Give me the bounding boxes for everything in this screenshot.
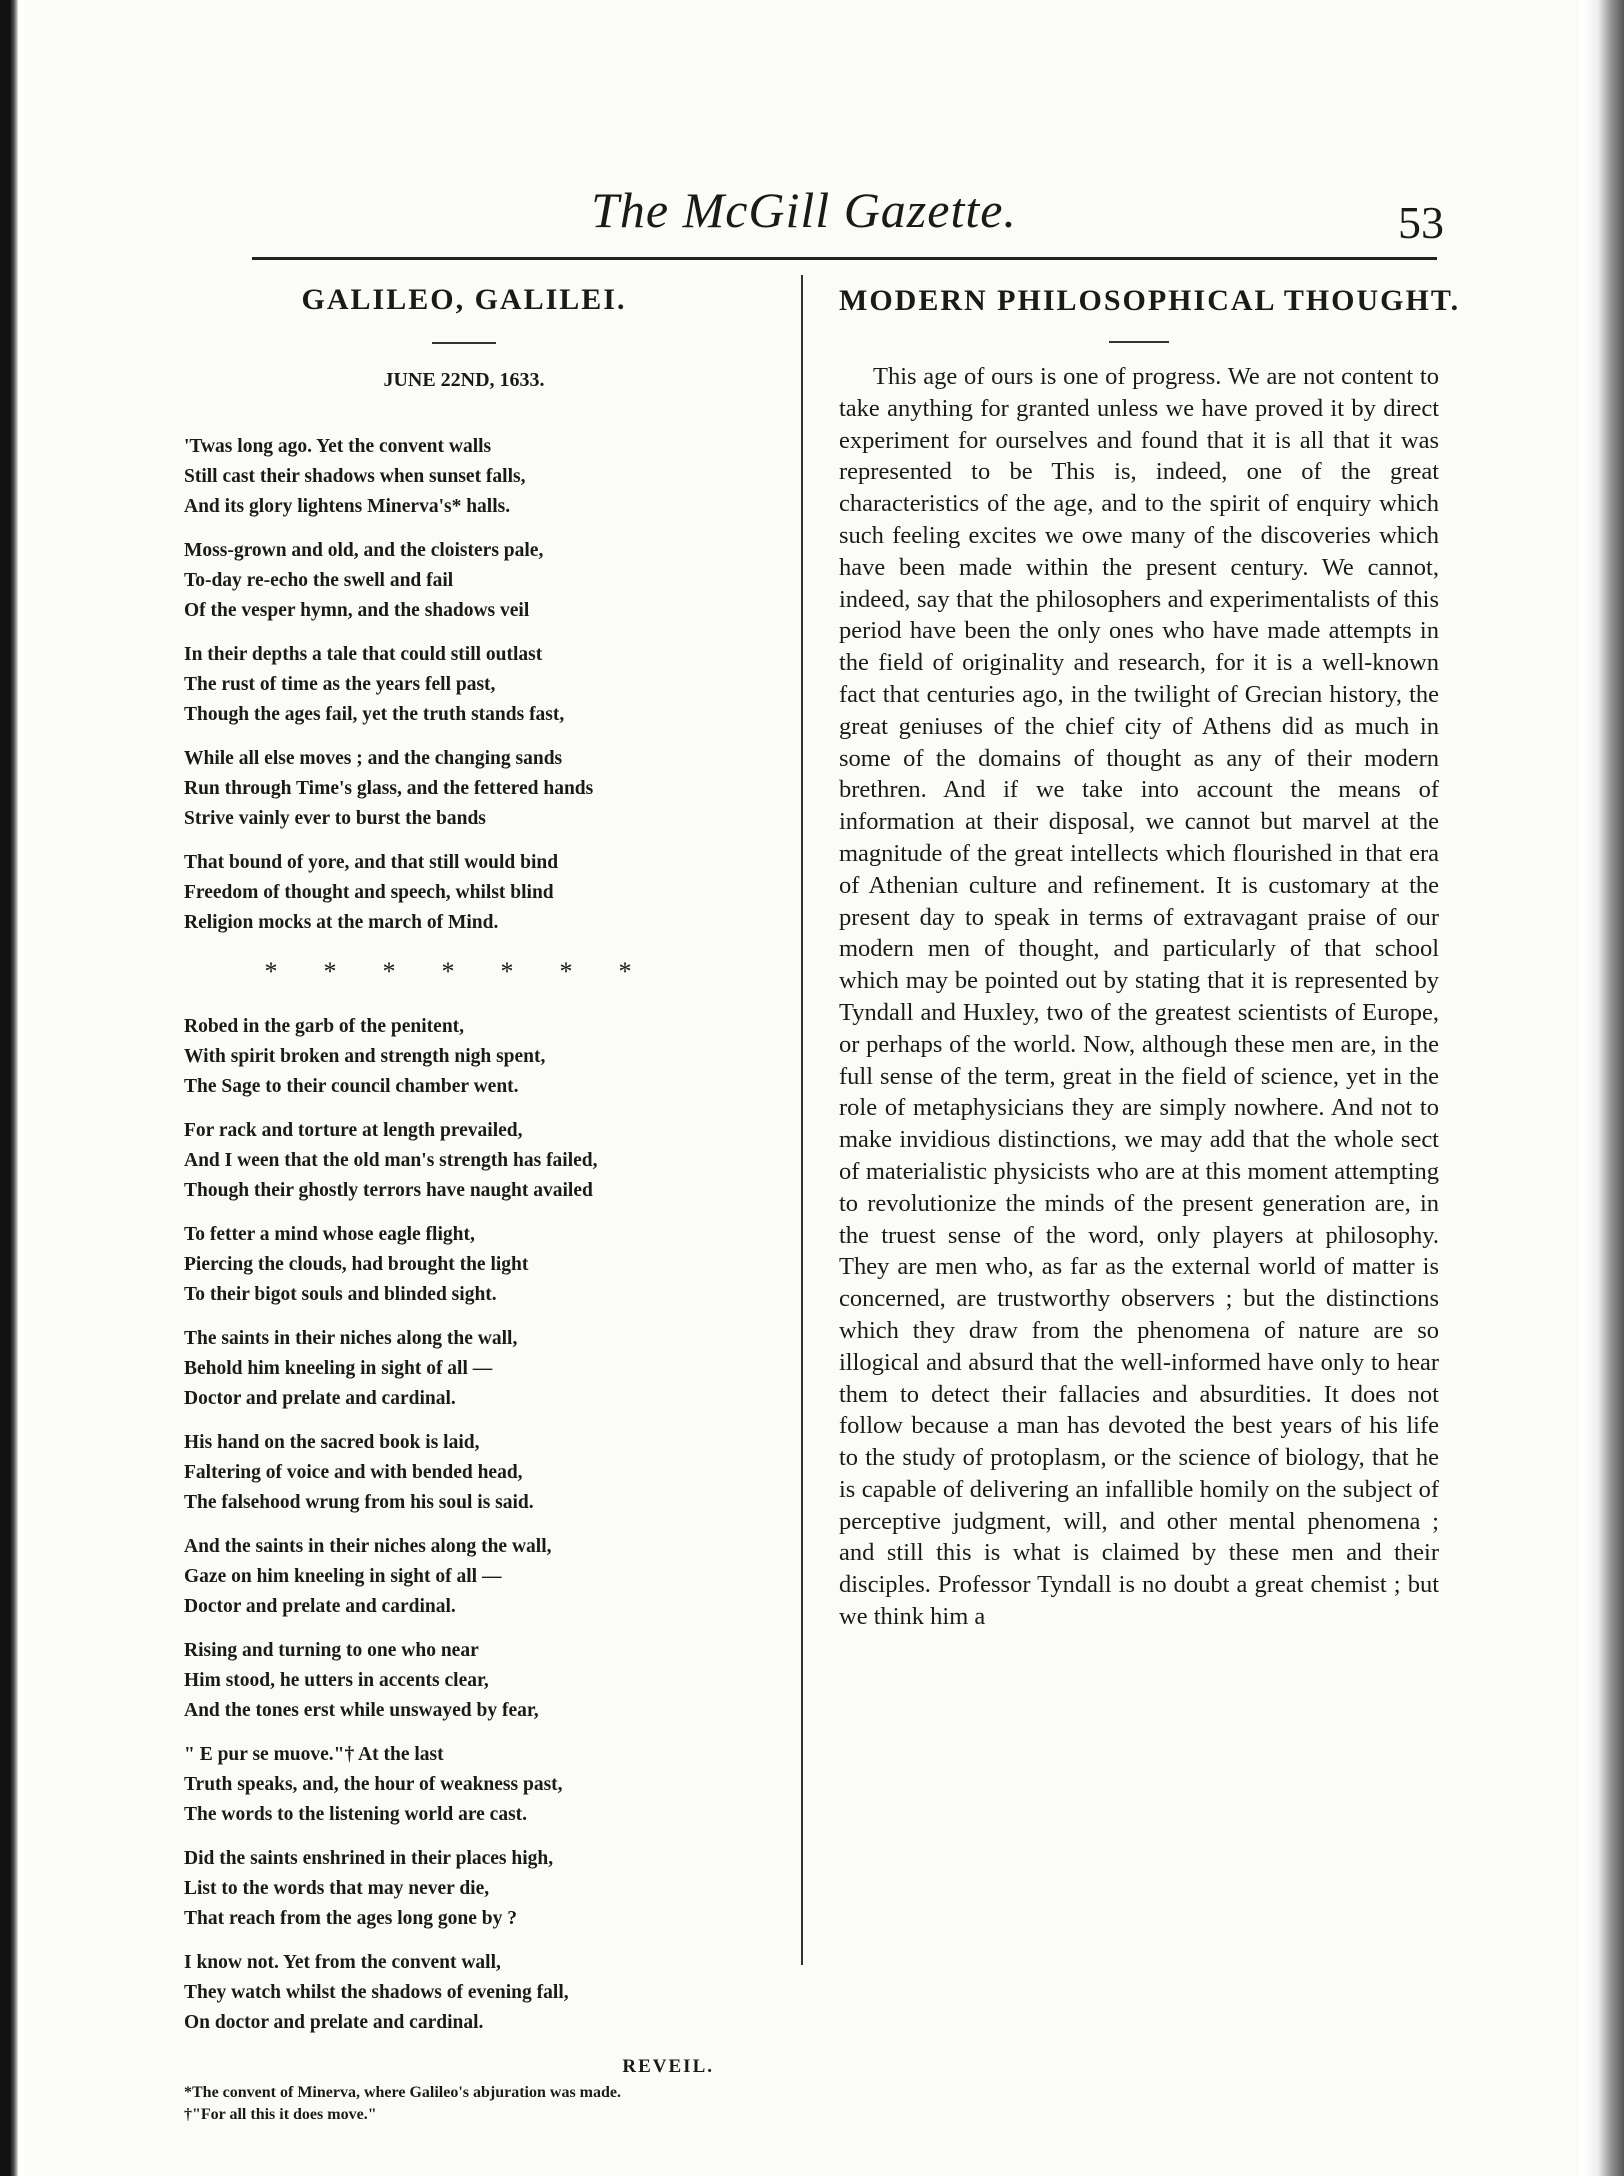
poem-line: The falsehood wrung from his soul is said. — [184, 1492, 534, 1513]
header-rule — [252, 257, 1437, 260]
poem-line: Robed in the garb of the penitent, — [184, 1016, 465, 1037]
poem-line: Piercing the clouds, had brought the light — [184, 1254, 529, 1275]
poem-line: His hand on the sacred book is laid, — [184, 1432, 480, 1453]
poem-line: Religion mocks at the march of Mind. — [184, 912, 499, 933]
poem-line: Rising and turning to one who near — [184, 1640, 479, 1661]
poem-line: With spirit broken and strength nigh spent, — [184, 1046, 546, 1067]
poem-line: Freedom of thought and speech, whilst blind — [184, 882, 554, 903]
poem-line: Run through Time's glass, and the fettered hands — [184, 778, 594, 799]
poem-line: And I ween that the old man's strength has failed, — [184, 1150, 598, 1171]
poem-line: Gaze on him kneeling in sight of all — — [184, 1566, 502, 1587]
journal-title: The McGill Gazette. — [591, 182, 1017, 238]
page — [24, 0, 1579, 2176]
poem-stanza — [184, 640, 744, 730]
poem-line: That reach from the ages long gone by ? — [184, 1908, 517, 1929]
poem-line: That bound of yore, and that still would bind — [184, 852, 559, 873]
poem-line: " E pur se muove."† At the last — [184, 1744, 444, 1765]
poem-line: On doctor and prelate and cardinal. — [184, 2012, 484, 2033]
poem-line: The Sage to their council chamber went. — [184, 1076, 519, 1097]
poem-stanza — [184, 1740, 744, 1830]
column-divider — [801, 275, 803, 1965]
poem-line: For rack and torture at length prevailed, — [184, 1120, 523, 1141]
poem-part-2 — [184, 1012, 744, 2038]
poem-line: Him stood, he utters in accents clear, — [184, 1670, 489, 1691]
page-number: 53 — [1398, 197, 1444, 248]
poem-stanza — [184, 1220, 744, 1310]
poem-stanza — [184, 1948, 744, 2038]
poem-line: Doctor and prelate and cardinal. — [184, 1388, 456, 1409]
essay-title-rule — [1109, 341, 1169, 343]
poem-stanza — [184, 1532, 744, 1622]
poem-line: 'Twas long ago. Yet the convent walls — [184, 436, 492, 457]
section-separator: ******* — [264, 957, 678, 986]
poem-line: To-day re-echo the swell and fail — [184, 570, 454, 591]
poem-line: Behold him kneeling in sight of all — — [184, 1358, 493, 1379]
title-rule — [432, 342, 496, 344]
poem-line: Though their ghostly terrors have naught availed — [184, 1180, 593, 1201]
poem-column — [184, 282, 744, 2126]
poem-part-1 — [184, 432, 744, 938]
author-signature: REVEIL. — [622, 2056, 714, 2077]
poem-line: Of the vesper hymn, and the shadows veil — [184, 600, 530, 621]
poem-stanza — [184, 1428, 744, 1518]
poem-line: The words to the listening world are cast. — [184, 1804, 528, 1825]
poem-line: The rust of time as the years fell past, — [184, 674, 496, 695]
poem-line: Doctor and prelate and cardinal. — [184, 1596, 456, 1617]
poem-line: To their bigot souls and blinded sight. — [184, 1284, 497, 1305]
poem-line: In their depths a tale that could still outlast — [184, 644, 543, 665]
scan-edge-right — [1584, 0, 1624, 2176]
poem-stanza — [184, 536, 744, 626]
poem-stanza — [184, 1844, 744, 1934]
poem-line: Moss-grown and old, and the cloisters pale, — [184, 540, 544, 561]
poem-line: List to the words that may never die, — [184, 1878, 490, 1899]
poem-line: Did the saints enshrined in their places high, — [184, 1848, 554, 1869]
poem-line: And the tones erst while unswayed by fear, — [184, 1700, 539, 1721]
poem-line: They watch whilst the shadows of evening fall, — [184, 1982, 569, 2003]
poem-stanza — [184, 1324, 744, 1414]
poem-stanza — [184, 848, 744, 938]
poem-stanza — [184, 1012, 744, 1102]
essay-paragraph: This age of ours is one of progress. We are not content to take anything for granted unless we have proved it by direct experiment for ourselves and found that it is all that it was represented to be This is, indeed, one of the great characteristics of the age, and to the spirit of enquiry which such feeling excites we owe many of the discoveries which have been made within the present century. We cannot, indeed, say that the philosophers and experimentalists of this period have been the only ones who have made attempts in the field of originality and research, for it is a well-known fact that centuries ago, in the twilight of Grecian history, the great geniuses of the chief city of Athens did as much in some of the domains of thought as any of their modern brethren. And if we take into account the means of information at their disposal, we cannot but marvel at the magnitude of the great intellects which flourished in that era of Athenian culture and refinement. It is customary at the present day to speak in terms of extravagant praise of our modern men of thought, and particularly of that school which may be pointed out by stating that it is represented by Tyndall and Huxley, two of the greatest scientists of Europe, or perhaps of the world. Now, although these men are, in the full sense of the term, great in the field of science, yet in the role of metaphysicians they are simply nowhere. And not to make invidious distinctions, we may add that the whole sect of materialistic physicists who are at this moment attempting to revolutionize the minds of the present generation are, in the truest sense of the word, only players at philosophy. They are men who, as far as the external world of matter is concerned, are trustworthy observers ; but the distinctions which they draw from the phenomena of nature are so illogical and absurd that the well-informed have only to hear them to detect their fallacies and absurdities. It does not follow because a man has devoted the best years of his life to the study of protoplasm, or the science of biology, that he is capable of delivering an infallible homily on the subject of perceptive judgment, will, and other mental phenomena ; and still this is what is claimed by these men and their disciples. Professor Tyndall is no doubt a great chemist ; but we think him a — [839, 363, 1439, 1631]
footnote-2: †"For all this it does move." — [184, 2106, 377, 2123]
poem-stanza — [184, 1636, 744, 1726]
poem-line: While all else moves ; and the changing sands — [184, 748, 563, 769]
poem-line: Faltering of voice and with bended head, — [184, 1462, 523, 1483]
poem-stanza — [184, 1116, 744, 1206]
essay-title: MODERN PHILOSOPHICAL THOUGHT. — [839, 284, 1461, 317]
poem-line: Still cast their shadows when sunset falls, — [184, 466, 526, 487]
poem-title: GALILEO, GALILEI. — [301, 283, 627, 316]
essay-column — [839, 283, 1461, 1657]
running-head — [24, 180, 1579, 248]
poem-date: JUNE 22ND, 1633. — [383, 369, 545, 391]
poem-line: Though the ages fail, yet the truth stands fast, — [184, 704, 565, 725]
poem-line: And the saints in their niches along the wall, — [184, 1536, 552, 1557]
poem-stanza — [184, 432, 744, 522]
poem-line: Strive vainly ever to burst the bands — [184, 808, 486, 829]
poem-line: Truth speaks, and, the hour of weakness past, — [184, 1774, 563, 1795]
footnote-1: *The convent of Minerva, where Galileo's abjuration was made. — [184, 2084, 622, 2101]
poem-line: And its glory lightens Minerva's* halls. — [184, 496, 511, 517]
poem-line: To fetter a mind whose eagle flight, — [184, 1224, 475, 1245]
poem-stanza — [184, 744, 744, 834]
poem-line: The saints in their niches along the wall, — [184, 1328, 518, 1349]
scan-edge-left — [0, 0, 18, 2176]
poem-line: I know not. Yet from the convent wall, — [184, 1952, 501, 1973]
poem-body — [184, 432, 744, 2126]
